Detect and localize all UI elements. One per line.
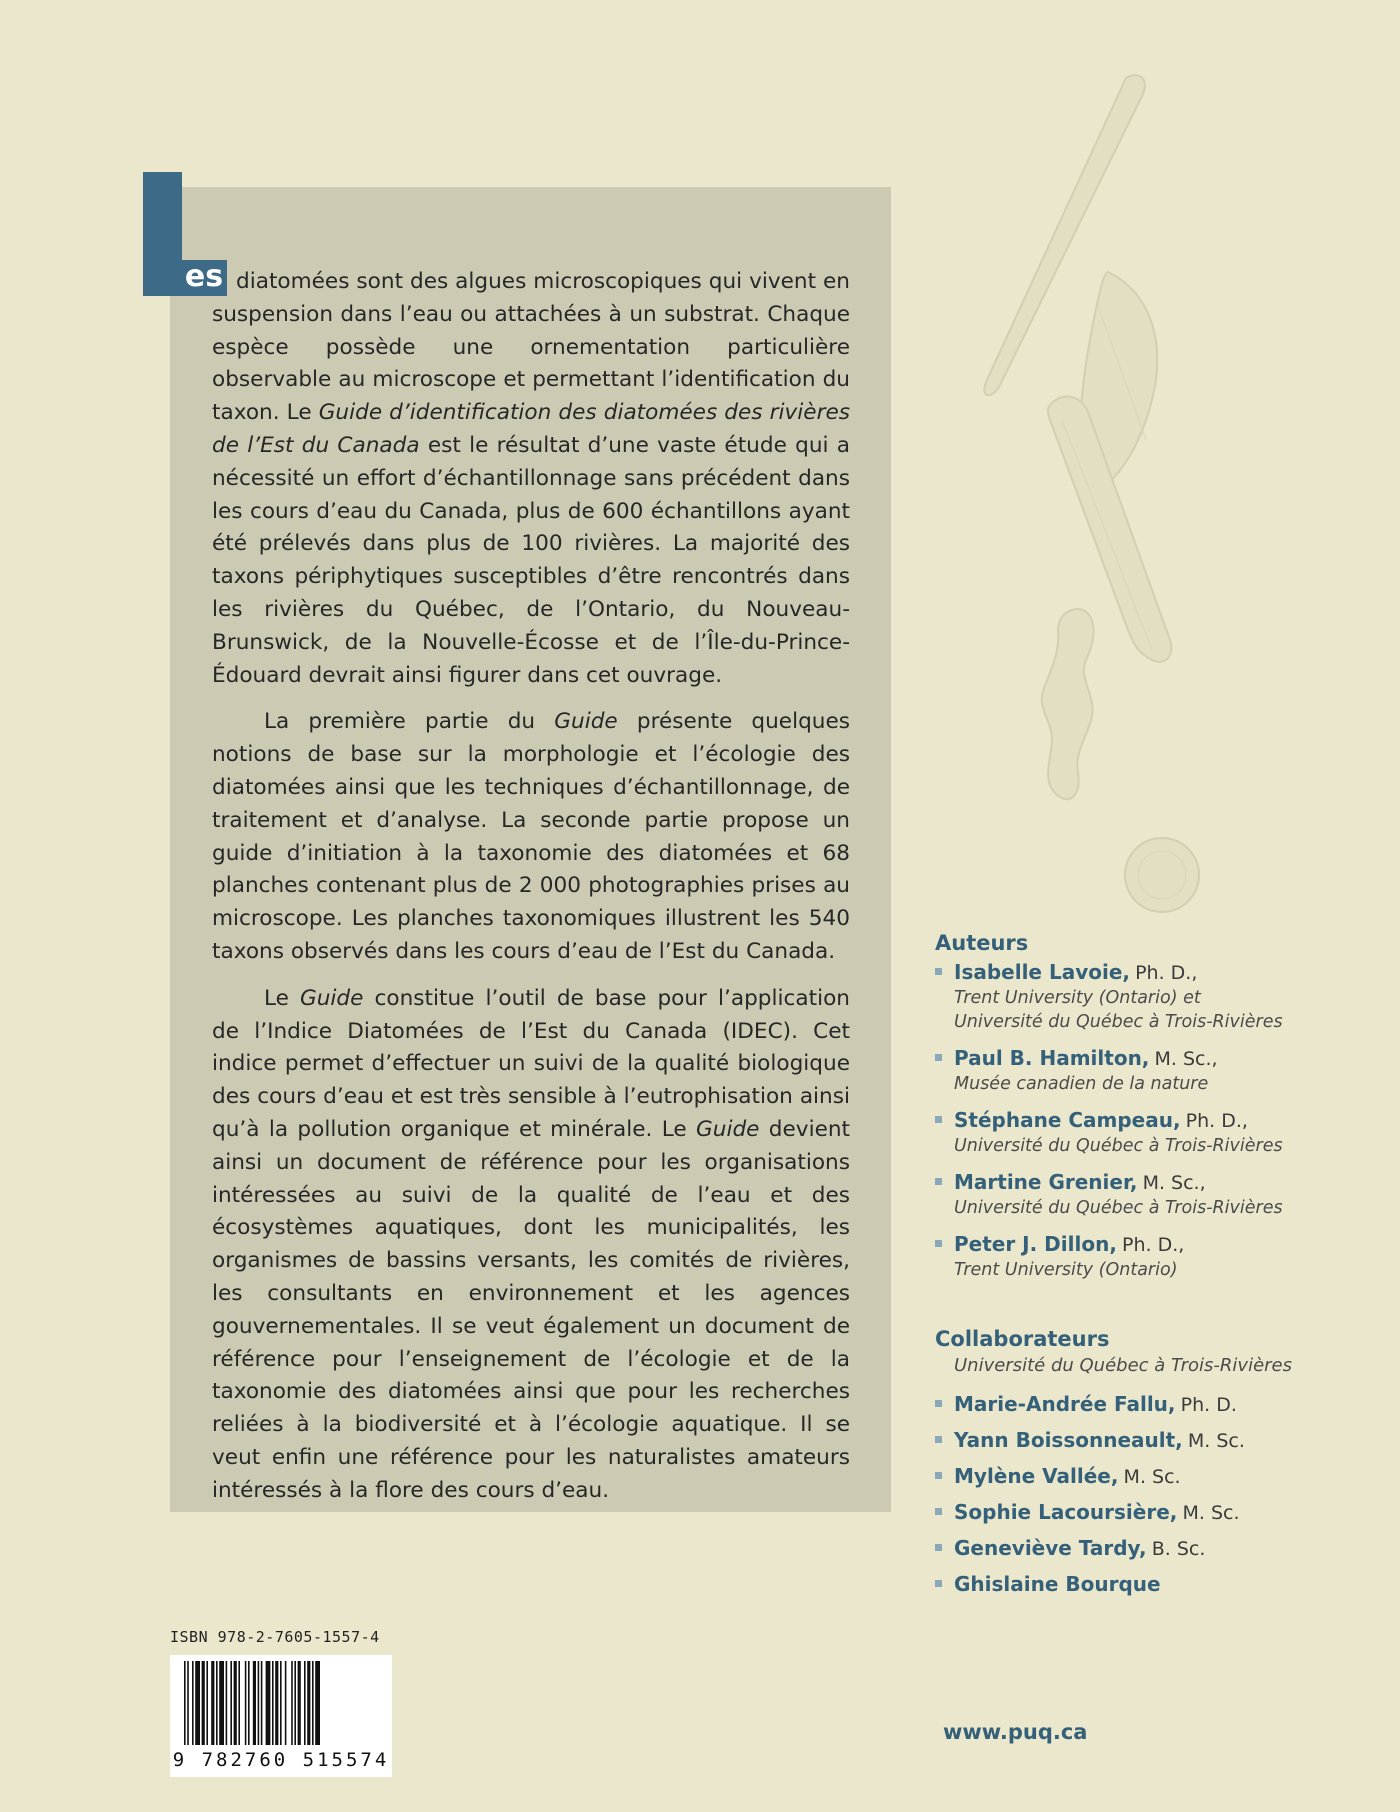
collaborators-list (935, 1390, 1295, 1598)
barcode-bar (238, 1661, 240, 1745)
barcode-bars (170, 1655, 392, 1751)
barcode-bar (261, 1661, 263, 1745)
credits-section (935, 928, 1295, 1606)
leaf-diatom (1080, 272, 1157, 491)
collaborators-heading: Collaborateurs (935, 1327, 1110, 1351)
bullet-icon (935, 1544, 942, 1551)
barcode-bar (230, 1661, 232, 1745)
barcode-bar (307, 1661, 310, 1745)
barcode-bar (294, 1661, 296, 1745)
barcode-bar (280, 1661, 282, 1745)
bullet-icon (935, 1436, 942, 1443)
dropcap-suffix: es (184, 259, 224, 294)
barcode-bar (258, 1661, 260, 1745)
barcode-bar (275, 1661, 278, 1745)
author-item: Isabelle Lavoie, Ph. D., Trent University (Ontario) et Université du Québec à Trois-Rivières (935, 958, 1295, 1034)
author-item: Paul B. Hamilton, M. Sc., Musée canadien de la nature (935, 1044, 1295, 1096)
barcode-bar (216, 1661, 218, 1745)
collaborator-item: Sophie Lacoursière, M. Sc. (935, 1498, 1295, 1526)
barcode-bar (304, 1661, 306, 1745)
publisher-website: www.puq.ca (943, 1720, 1088, 1744)
barcode-bar (226, 1661, 228, 1745)
disc-diatom (1125, 838, 1199, 912)
barcode-bar (291, 1661, 293, 1745)
paragraph-2: La première partie du Guide présente quelques notions de base sur la morphologie et l’écologie des diatomées ainsi que les techniques d’échantillonnage, de traitement et d’analyse. La seconde partie propose un guide d’initiation à la taxonomie des diatomées et 68 planches contenant plus de 2 000 photographies prises au microscope. Les planches taxonomiques illustrent les 540 taxons observés dans les cours d’eau de l’Est du Canada. (212, 709, 850, 964)
beaded-diatom (1042, 609, 1094, 799)
barcode-bar (315, 1661, 320, 1745)
author-item: Peter J. Dillon, Ph. D., Trent University (Ontario) (935, 1230, 1295, 1282)
collaborator-item: Geneviève Tardy, B. Sc. (935, 1534, 1295, 1562)
barcode-bar (187, 1661, 189, 1745)
author-item: Martine Grenier, M. Sc., Université du Québec à Trois-Rivières (935, 1168, 1295, 1220)
author-item: Stéphane Campeau, Ph. D., Université du Québec à Trois-Rivières (935, 1106, 1295, 1158)
barcode-number: 9 782760 515574 (172, 1749, 390, 1771)
needle-diatom (984, 75, 1144, 395)
collaborators-affiliation: Université du Québec à Trois-Rivières (954, 1355, 1292, 1376)
bullet-icon (935, 1178, 942, 1185)
barcode-bar (234, 1661, 237, 1745)
barcode-bar (272, 1661, 274, 1745)
barcode-bar (192, 1661, 194, 1745)
paragraph-3: Le Guide constitue l’outil de base pour l’application de l’Indice Diatomées de l’Est du Canada (IDEC). Cet indice permet d’effectuer un suivi de la qualité biologique des cours d’eau et est très sensible à l’eutrophisation ainsi qu’à la pollution organique et minérale. Le Guide devient ainsi un document de référence pour les organisations intéressées au suivi de la qualité de l’eau et des écosystèmes aquatiques, dont les municipalités, les organismes de bassins versants, les comités de rivières, les consultants en environnement et les agences gouvernementales. Il se veut également un document de référence pour l’enseignement de l’écologie et de la taxonomie des diatomées ainsi que pour les recherches reliées à la biodiversité et à l’écologie aquatique. Il se veut enfin une référence pour les naturalistes amateurs intéressés à la flore des cours d’eau. (212, 985, 851, 1503)
bullet-icon (935, 1508, 942, 1515)
collaborator-item: Yann Boissonneault, M. Sc. (935, 1426, 1295, 1454)
bullet-icon (935, 1240, 942, 1247)
description-text (212, 266, 850, 1521)
bullet-icon (935, 1472, 942, 1479)
barcode-bar (298, 1661, 301, 1745)
barcode-bar (245, 1661, 247, 1745)
collaborator-item: Ghislaine Bourque (935, 1570, 1295, 1598)
barcode-bar (312, 1661, 314, 1745)
collaborator-item: Marie-Andrée Fallu, Ph. D. (935, 1390, 1295, 1418)
barcode (170, 1655, 392, 1777)
collaborator-item: Mylène Vallée, M. Sc. (935, 1462, 1295, 1490)
bullet-icon (935, 1116, 942, 1123)
barcode-bar (206, 1661, 208, 1745)
isbn-text: ISBN 978-2-7605-1557-4 (170, 1628, 380, 1646)
bullet-icon (935, 1580, 942, 1587)
paragraph-1: diatomées sont des algues microscopiques qui vivent en suspension dans l’eau ou attachées à un substrat. Chaque espèce possède une ornementation particulière observable au microscope et permettant l’identification du taxon. Le Guide d’identification des diatomées des rivières de l’Est du Canada est le résultat d’une vaste étude qui a nécessité un effort d’échantillonnage sans précédent dans les cours d’eau du Canada, plus de 600 échantillons ayant été prélevés dans plus de 100 rivières. La majorité des taxons périphytiques susceptibles d’être rencontrés dans les rivières du Québec, de l’Ontario, du Nouveau-Brunswick, de la Nouvelle-Écosse et de l’Île-du-Prince-Édouard devrait ainsi figurer dans cet ouvrage. (212, 269, 850, 688)
barcode-bar (285, 1661, 287, 1745)
bullet-icon (935, 1054, 942, 1061)
barcode-bar (211, 1661, 214, 1745)
barcode-bar (219, 1661, 224, 1745)
bullet-icon (935, 968, 942, 975)
barcode-bar (248, 1661, 250, 1745)
barcode-bar (202, 1661, 205, 1745)
barcode-bar (184, 1661, 186, 1745)
bullet-icon (935, 1400, 942, 1407)
barcode-bar (266, 1661, 271, 1745)
barcode-bar (253, 1661, 256, 1745)
barcode-bar (195, 1661, 200, 1745)
rod-diatom (1048, 396, 1171, 661)
authors-heading: Auteurs (935, 931, 1029, 955)
